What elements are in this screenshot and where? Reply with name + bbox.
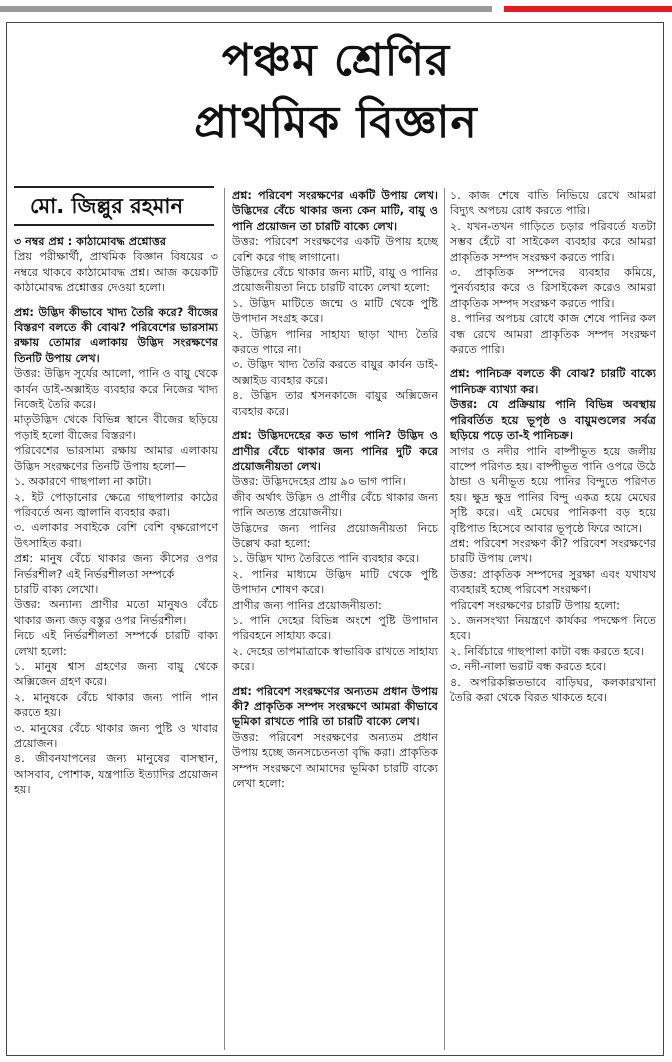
question-heading: প্রশ্ন: উদ্ভিদদেহের কত ভাগ পানি? উদ্ভিদ ও প্রাণীর বেঁচে থাকার জন্য পানির দুটি করে প্রয়োজনীয়তা লেখ।: [232, 429, 438, 473]
paragraph: ৪. উদ্ভিদ তার শ্বসনকাজে বায়ুর অক্সিজেন ব্যবহার করে।: [232, 389, 438, 418]
paragraph: ২. দেহের তাপমাত্রাকে স্বাভাবিক রাখতে সাহায্য করে।: [232, 644, 438, 674]
paragraph: ২. মানুষকে বেঁচে থাকার জন্য পানি পান করতে হয়।: [14, 690, 218, 720]
paragraph: ১. অকারণে গাছপালা না কাটা।: [14, 475, 152, 489]
paragraph: উত্তর: পরিবেশ সংরক্ষণের একটি উপায় হচ্ছে বেশি করে গাছ লাগানো।: [232, 235, 438, 264]
page-title: [0, 30, 672, 154]
paragraph: ২. যখন-তখন গাড়িতে চড়ার পরিবর্তে যতটা সম্ভব হেঁটে বা সাইকেল ব্যবহার করে আমরা প্রাকৃতিক সম্পদ সংরক্ষণ করতে পারি।: [450, 219, 656, 264]
title-line-1: পঞ্চম শ্রেণির: [221, 35, 451, 86]
paragraph-gap: [450, 357, 656, 366]
top-rule-gray: [0, 6, 492, 12]
paragraph: মাতৃউদ্ভিদ থেকে বিভিন্ন স্থানে বীজের ছড়িয়ে পড়াই হলো বীজের বিস্তরণ।: [14, 413, 218, 442]
paragraph: ২. পানির মাধ্যমে উদ্ভিদ মাটি থেকে পুষ্টি উপাদান শোষণ করে।: [232, 567, 438, 597]
paragraph: উত্তর: উদ্ভিদ সূর্যের আলো, পানি ও বায়ু থেকে কার্বন ডাই-অক্সাইড ব্যবহার করে নিজের খাদ্য নিজেই তৈরি করে।: [14, 367, 218, 412]
author-byline: মো. জিল্লুর রহমান: [14, 186, 214, 226]
paragraph: ৪. পানির অপচয় রোধে কাজ শেষে পানির কল বন্ধ রেখে আমরা প্রাকৃতিক সম্পদ সংরক্ষণ করতে পারি।: [450, 312, 656, 357]
question-heading: প্রশ্ন: পানিচক্র বলতে কী বোঝ? চারটি বাক্যে পানিচক্র ব্যাখ্যা কর।: [450, 367, 656, 396]
paragraph: ১. জনসংখ্যা নিয়ন্ত্রণে কার্যকর পদক্ষেপ নিতে হবে।: [450, 613, 656, 643]
top-rule-red: [504, 6, 672, 12]
article-column-3: [450, 188, 656, 1054]
paragraph-gap: [232, 419, 438, 428]
paragraph: চারটি বাক্য লেখো।: [14, 582, 99, 596]
column-divider: [224, 188, 225, 1050]
paragraph: উত্তর: প্রাকৃতিক সম্পদের সুরক্ষা এবং যথাযথ ব্যবহারই হচ্ছে পরিবেশ সংরক্ষণ।: [450, 567, 656, 597]
question-heading: ৩ নম্বর প্রশ্ন : কাঠামোবদ্ধ প্রশ্নোত্তর: [14, 235, 167, 248]
paragraph: উদ্ভিদের বেঁচে থাকার জন্য মাটি, বায়ু ও পানির প্রয়োজনীয়তা নিচে চারটি বাক্যে লেখা হলো:: [232, 266, 438, 295]
paragraph: ৩. এলাকার সবাইকে বেশি বেশি বৃক্ষরোপণে উৎসাহিত করা।: [14, 521, 218, 550]
paragraph: ৪. জীবনযাপনের জন্য মানুষের বাসস্থান, আসবাব, পোশাক, যন্ত্রপাতি ইত্যাদির প্রয়োজন হয়।: [14, 752, 218, 797]
paragraph: উত্তর: উদ্ভিদদেহের প্রায় ৯০ ভাগ পানি।: [232, 475, 406, 489]
paragraph: পরিবেশ সংরক্ষণের চারটি উপায় হলো:: [450, 598, 620, 612]
question-heading: প্রশ্ন: পরিবেশ সংরক্ষণের একটি উপায় লেখ। উদ্ভিদের বেঁচে থাকার জন্য কেন মাটি, বায়ু ও পানি প্রয়োজন তা চারটি বাক্যে লেখ।: [232, 189, 438, 233]
paragraph: প্রশ্ন: মানুষ বেঁচে থাকার জন্য কীসের ওপর নির্ভরশীল? এই নির্ভরশীলতা সম্পর্কে: [14, 552, 218, 581]
paragraph: উত্তর: পরিবেশ সংরক্ষণের অন্যতম প্রধান উপায় হচ্ছে জনসচেতনতা বৃদ্ধি করা। প্রাকৃতিক সম্পদ সংরক্ষণে আমাদের ভূমিকা চারটি বাক্যে লেখা হলো:: [232, 730, 438, 791]
paragraph: ১. উদ্ভিদ মাটিতে জন্মে ও মাটি থেকে পুষ্টি উপাদান সংগ্রহ করে।: [232, 296, 438, 326]
paragraph: ৩. প্রাকৃতিক সম্পদের ব্যবহার কমিয়ে, পুনর্ব্যবহার করে ও রিসাইকেল করেও আমরা প্রাকৃতিক সম্পদ সংরক্ষণ করতে পারি।: [450, 266, 656, 310]
paragraph: ২. উদ্ভিদ পানির সাহায্য ছাড়া খাদ্য তৈরি করতে পারে না।: [232, 327, 438, 357]
paragraph: ১. কাজ শেষে বাতি নিভিয়ে রেখে আমরা বিদ্যুৎ অপচয় রোধ করতে পারি।: [450, 189, 656, 218]
article-column-2: [232, 188, 438, 1054]
paragraph: সাগর ও নদীর পানি বাষ্পীভূত হয়ে জলীয় বাষ্পে পরিণত হয়। বাষ্পীভূত পানি ওপরে উঠে ঠান্ডা ও ঘনীভূত হয়ে পানির বিন্দুতে পরিণত হয়। ক্ষুদ্র ক্ষুদ্র পানির বিন্দু একত্র হয়ে মেঘের সৃষ্টি করে। এই মেঘের পানিকণা বড় হয়ে বৃষ্টিপাত হিসেবে আবার ভূপৃষ্ঠে ফিরে আসে।: [450, 444, 656, 535]
column-divider: [444, 188, 445, 1050]
paragraph: প্রাণীর জন্য পানির প্রয়োজনীয়তা:: [232, 598, 382, 612]
title-line-2: প্রাথমিক বিজ্ঞান: [194, 97, 478, 148]
question-heading: প্রশ্ন: উদ্ভিদ কীভাবে খাদ্য তৈরি করে? বীজের বিস্তরণ বলতে কী বোঝ? পরিবেশের ভারসাম্য রক্ষায় তোমার এলাকায় উদ্ভিদ সংরক্ষণের তিনটি উপায় লেখ।: [14, 305, 218, 365]
paragraph: ১. পানি দেহের বিভিন্ন অংশে পুষ্টি উপাদান পরিবহনে সাহায্য করে।: [232, 613, 438, 643]
paragraph: প্রশ্ন: পরিবেশ সংরক্ষণ কী? পরিবেশ সংরক্ষণের চারটি উপায় লেখ।: [450, 536, 656, 566]
question-heading: উত্তর: যে প্রক্রিয়ায় পানি বিভিন্ন অবস্থায় পরিবর্তিত হয়ে ভূপৃষ্ঠ ও বায়ুমণ্ডলের সর্বত্র ছড়িয়ে পড়ে তা-ই পানিচক্র।: [450, 398, 656, 443]
paragraph: পরিবেশের ভারসাম্য রক্ষায় আমার এলাকায় উদ্ভিদ সংরক্ষণের তিনটি উপায় হলো—: [14, 444, 218, 473]
paragraph: ২. ইট পোড়ানোর ক্ষেত্রে গাছপালার কাঠের পরিবর্তে অন্য জ্বালানি ব্যবহার করা।: [14, 490, 218, 519]
paragraph: জীব অর্থাৎ উদ্ভিদ ও প্রাণীর বেঁচে থাকার জন্য পানি অত্যন্ত প্রয়োজনীয়।: [232, 490, 438, 520]
paragraph: ৪. অপরিকল্পিতভাবে বাড়িঘর, কলকারখানা তৈরি করা থেকে বিরত থাকতে হবে।: [450, 675, 656, 704]
paragraph-gap: [14, 296, 218, 305]
paragraph: ৩. মানুষের বেঁচে থাকার জন্য পুষ্টি ও খাবার প্রয়োজন।: [14, 721, 218, 750]
question-heading: প্রশ্ন: পরিবেশ সংরক্ষণের অন্যতম প্রধান উপায় কী? প্রাকৃতিক সম্পদ সংরক্ষণে আমরা কীভাবে ভূমিকা রাখতে পারি তা চারটি বাক্যে লেখ।: [232, 684, 438, 729]
paragraph: উত্তর: অন্যান্য প্রাণীর মতো মানুষও বেঁচে থাকার জন্য জড় বস্তুর ওপর নির্ভরশীল।: [14, 598, 218, 627]
paragraph: নিচে এই নির্ভরশীলতা সম্পর্কে চারটি বাক্য লেখা হলো:: [14, 629, 218, 658]
paragraph: ১. উদ্ভিদ খাদ্য তৈরিতে পানি ব্যবহার করে।: [232, 552, 420, 566]
article-column-1: [14, 234, 218, 1054]
paragraph: ১. মানুষ শ্বাস গ্রহণের জন্য বায়ু থেকে অক্সিজেন গ্রহণ করে।: [14, 659, 218, 689]
paragraph: ৩. নদী-নালা ভরাট বন্ধ করতে হবে।: [450, 660, 607, 674]
paragraph: ২. নির্বিচারে গাছপালা কাটা বন্ধ করতে হবে।: [450, 644, 645, 658]
paragraph: উদ্ভিদের জন্য পানির প্রয়োজনীয়তা নিচে উল্লেখ করা হলো:: [232, 521, 438, 550]
paragraph: প্রিয় পরীক্ষার্থী, প্রাথমিক বিজ্ঞান বিষয়ের ৩ নম্বরে থাকবে কাঠামোবদ্ধ প্রশ্ন। আজ কয়েকটি কাঠামোবদ্ধ প্রশ্নোত্তর দেওয়া হলো।: [14, 250, 218, 295]
paragraph-gap: [232, 675, 438, 684]
paragraph: ৩. উদ্ভিদ খাদ্য তৈরি করতে বায়ুর কার্বন ডাই-অক্সাইড ব্যবহার করে।: [232, 358, 438, 387]
